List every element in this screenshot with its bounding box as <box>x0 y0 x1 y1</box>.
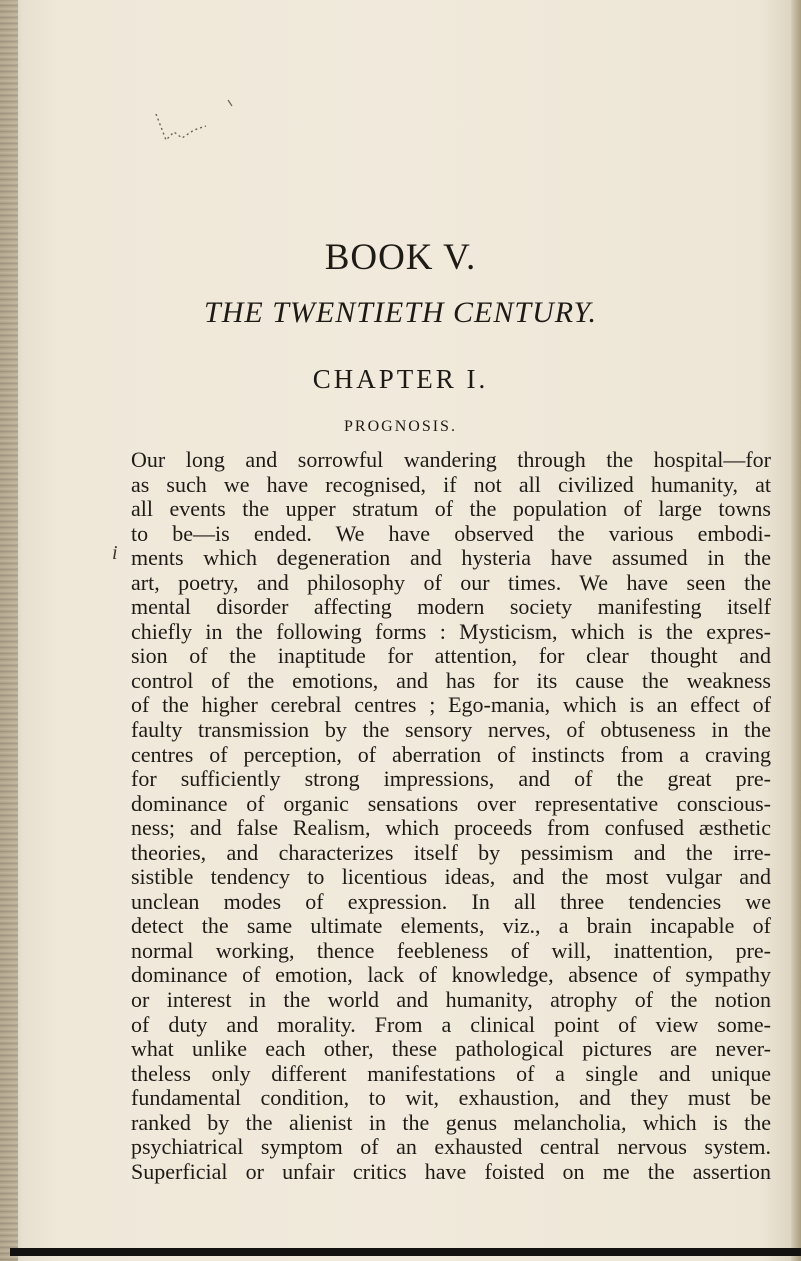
text-line: as such we have recognised, if not all civilized humanity, at <box>131 472 771 497</box>
pencil-scribble-mark <box>148 96 258 156</box>
text-line: art, poetry, and philosophy of our times. We have seen the <box>131 570 771 595</box>
text-line: theless only different manifestations of a single and unique <box>131 1061 771 1086</box>
margin-pencil-mark: i <box>112 542 118 564</box>
page-binding-shadow <box>0 0 18 1261</box>
text-line: or interest in the world and humanity, atrophy of the notion <box>131 988 771 1013</box>
chapter-heading: CHAPTER I. <box>312 364 489 394</box>
body-paragraph <box>131 448 771 1184</box>
text-line: psychiatrical symptom of an exhausted central nervous system. <box>131 1135 771 1160</box>
text-line: chiefly in the following forms : Mysticism, which is the expres- <box>131 619 771 644</box>
text-line: dominance of organic sensations over representative conscious- <box>131 791 771 816</box>
text-line: ness; and false Realism, which proceeds from confused æsthetic <box>131 816 771 841</box>
text-line: fundamental condition, to wit, exhaustion, and they must be <box>131 1086 771 1111</box>
text-line: for sufficiently strong impressions, and of the great pre- <box>131 767 771 792</box>
text-line: Superficial or unfair critics have foisted on me the assertion <box>131 1159 771 1184</box>
text-line: mental disorder affecting modern society manifesting itself <box>131 595 771 620</box>
text-line: what unlike each other, these pathological pictures are never- <box>131 1037 771 1062</box>
page-bottom-edge <box>10 1248 801 1256</box>
text-line: detect the same ultimate elements, viz., a brain incapable of <box>131 914 771 939</box>
text-line: dominance of emotion, lack of knowledge, absence of sympathy <box>131 963 771 988</box>
page-right-edge <box>791 0 801 1261</box>
text-line: Our long and sorrowful wandering through the hospital—for <box>131 448 771 472</box>
book-title: BOOK V. <box>324 237 477 278</box>
text-line: faulty transmission by the sensory nerves, of obtuseness in the <box>131 718 771 743</box>
text-line: ranked by the alienist in the genus melancholia, which is the <box>131 1110 771 1135</box>
section-title: PROGNOSIS. <box>344 418 457 435</box>
text-line: normal working, thence feebleness of will, inattention, pre- <box>131 938 771 963</box>
text-line: theories, and characterizes itself by pessimism and the irre- <box>131 840 771 865</box>
text-line: control of the emotions, and has for its cause the weakness <box>131 668 771 693</box>
text-line: sistible tendency to licentious ideas, and the most vulgar and <box>131 865 771 890</box>
text-line: ments which degeneration and hysteria have assumed in the <box>131 546 771 571</box>
book-subtitle: THE TWENTIETH CENTURY. <box>204 296 597 329</box>
text-line: of duty and morality. From a clinical point of view some- <box>131 1012 771 1037</box>
text-line: centres of perception, of aberration of instincts from a craving <box>131 742 771 767</box>
text-line: all events the upper stratum of the population of large towns <box>131 497 771 522</box>
text-line: to be—is ended. We have observed the various embodi- <box>131 521 771 546</box>
text-line: of the higher cerebral centres ; Ego-mania, which is an effect of <box>131 693 771 718</box>
text-line: unclean modes of expression. In all three tendencies we <box>131 889 771 914</box>
text-line: sion of the inaptitude for attention, for clear thought and <box>131 644 771 669</box>
